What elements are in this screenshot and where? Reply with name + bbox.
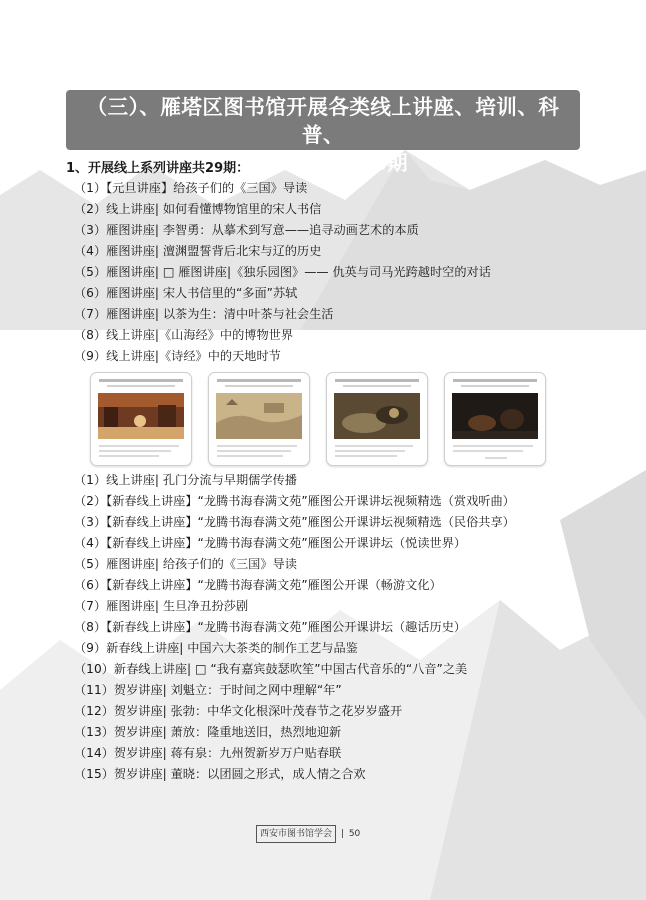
list-item: （4）雁图讲座| 澶渊盟誓背后北宋与辽的历史 (74, 244, 322, 258)
page-footer (256, 825, 360, 841)
list-item: （13）贺岁讲座| 萧放：隆重地送旧，热烈地迎新 (74, 725, 342, 739)
list-item: （12）贺岁讲座| 张勃：中华文化根深叶茂春节之花岁岁盛开 (74, 704, 403, 718)
list-item: （6）雁图讲座| 宋人书信里的“多面”苏轼 (74, 286, 298, 300)
banner-title-line-1: （三）、雁塔区图书馆开展各类线上讲座、培训、科普、 (86, 95, 560, 147)
list-item: （8）【新春线上讲座】“龙腾书海春满文苑”雁图公开课讲坛（趣话历史） (74, 620, 467, 634)
list-item: （9）新春线上讲座| 中国六大茶类的制作工艺与品鉴 (74, 641, 358, 655)
footer-publisher: 西安市图书馆学会 (256, 825, 336, 843)
list-item: （15）贺岁讲座| 董晓：以团圆之形式，成人情之合欢 (74, 767, 366, 781)
list-item: （5）雁图讲座| □ 雁图讲座|《独乐园图》—— 仇英与司马光跨越时空的对话 (74, 265, 491, 279)
list-item: （3）雁图讲座| 李智勇：从摹术到写意——追寻动画艺术的本质 (74, 223, 419, 237)
screenshot-thumbnail-1 (90, 372, 192, 466)
list-item: （7）雁图讲座| 生旦净丑扮莎剧 (74, 599, 249, 613)
section-heading: 1、开展线上系列讲座共29期： (66, 161, 250, 176)
lecture-list-part-2 (74, 470, 515, 785)
tea-leaves-photo (334, 393, 420, 439)
list-item: （10）新春线上讲座| □ “我有嘉宾鼓瑟吹笙”中国古代音乐的“八音”之美 (74, 662, 468, 676)
list-item: （9）线上讲座|《诗经》中的天地时节 (74, 349, 281, 363)
list-item: （11）贺岁讲座| 刘魁立：于时间之网中理解“年” (74, 683, 342, 697)
list-item: （2）【新春线上讲座】“龙腾书海春满文苑”雁图公开课讲坛视频精选（赏戏听曲） (74, 494, 515, 508)
list-item: （14）贺岁讲座| 蒋有泉：九州贺新岁万户贴春联 (74, 746, 342, 760)
screenshot-thumbnail-4 (444, 372, 546, 466)
list-item: （8）线上讲座|《山海经》中的博物世界 (74, 328, 294, 342)
ancient-painting-photo (216, 393, 302, 439)
list-item: （2）线上讲座| 如何看懂博物馆里的宋人书信 (74, 202, 322, 216)
footer-separator: | (340, 829, 344, 839)
list-item: （3）【新春线上讲座】“龙腾书海春满文苑”雁图公开课讲坛视频精选（民俗共享） (74, 515, 515, 529)
page-number: 50 (348, 829, 361, 839)
banner-title-line-2: 荐书等活动126期 (237, 151, 409, 175)
list-item: （1）【元旦讲座】给孩子们的《三国》导读 (74, 181, 308, 195)
list-item: （7）雁图讲座| 以茶为生：清中叶茶与社会生活 (74, 307, 334, 321)
list-item: （5）雁图讲座| 给孩子们的《三国》导读 (74, 557, 297, 571)
lecture-screenshot-gallery (90, 372, 540, 466)
tea-room-photo (98, 393, 184, 439)
list-item: （4）【新春线上讲座】“龙腾书海春满文苑”雁图公开课讲坛（悦读世界） (74, 536, 467, 550)
screenshot-thumbnail-2 (208, 372, 310, 466)
lecture-list-part-1 (74, 178, 491, 367)
list-item: （6）【新春线上讲座】“龙腾书海春满文苑”雁图公开课（畅游文化） (74, 578, 442, 592)
screenshot-thumbnail-3 (326, 372, 428, 466)
tea-set-photo (452, 393, 538, 439)
list-item: （1）线上讲座| 孔门分流与早期儒学传播 (74, 473, 297, 487)
